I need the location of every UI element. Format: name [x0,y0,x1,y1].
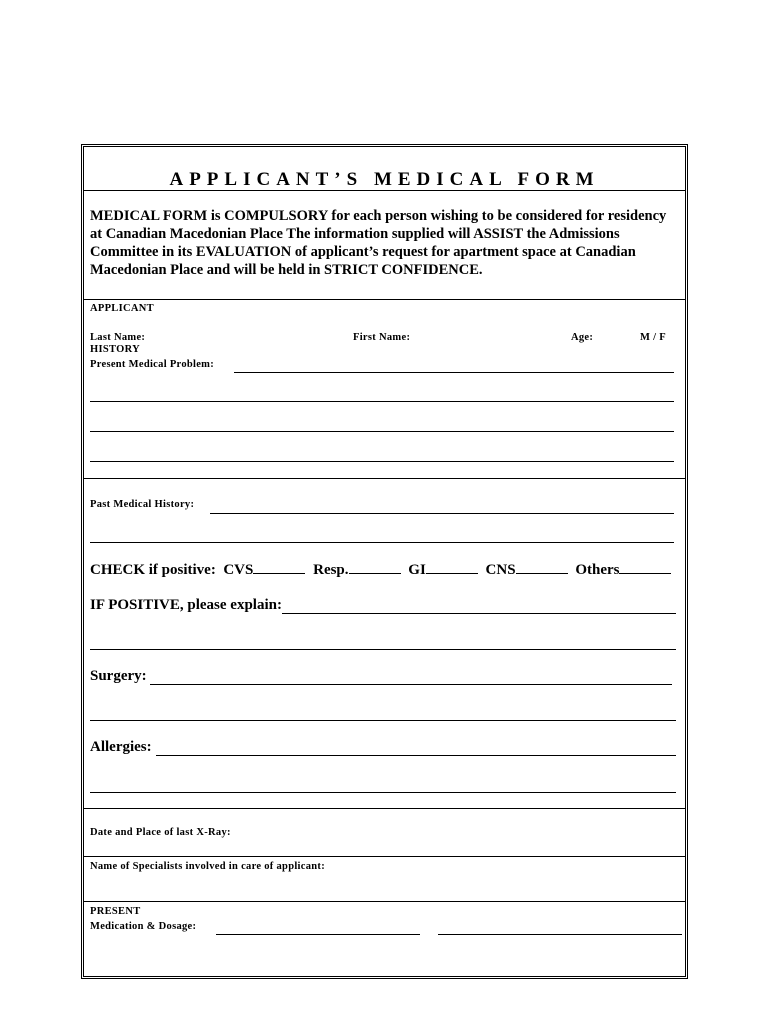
present-heading: PRESENT [90,906,141,917]
explain-line-2[interactable] [90,649,676,650]
title-section [84,147,685,191]
medication-line-3[interactable] [90,976,290,977]
specialists-label[interactable]: Name of Specialists involved in care of applicant: [90,861,326,872]
past-history-section [84,479,685,809]
age-label[interactable]: Age: [571,332,594,343]
check-cns[interactable]: CNS [486,561,572,579]
sex-label[interactable]: M / F [640,332,666,343]
past-history-line-2[interactable] [90,542,674,543]
xray-label[interactable]: Date and Place of last X-Ray: [90,827,231,838]
check-row [90,561,675,579]
present-problem-line[interactable] [234,372,674,373]
medication-line-2[interactable] [438,934,682,935]
past-history-label: Past Medical History: [90,499,195,510]
check-label: CHECK if positive: [90,562,216,578]
specialists-section [84,857,685,902]
surgery-label: Surgery: [90,668,147,684]
intro-text: MEDICAL FORM is COMPULSORY for each person wishing to be considered for residency at Canadian Macedonian Place The information supplied will ASSIST the Admissions Committee in its EVALUATION of applicant’s request for apartment space at Canadian Macedonian Place and will be held in STRICT CONFIDENCE. [90,208,667,278]
allergies-line[interactable] [156,755,676,756]
present-problem-line-4[interactable] [90,461,674,462]
surgery-line-2[interactable] [90,720,676,721]
medication-line-4[interactable] [304,976,494,977]
xray-section [84,809,685,857]
present-section [84,902,685,979]
surgery-line[interactable] [150,684,672,685]
last-name-label[interactable]: Last Name: [90,332,146,343]
check-cvs[interactable]: CVS [223,561,309,579]
form-title: APPLICANT’S MEDICAL FORM [169,169,600,190]
present-problem-label: Present Medical Problem: [90,359,215,370]
medication-line[interactable] [216,934,420,935]
medication-line-5[interactable] [504,976,682,977]
applicant-section [84,300,685,344]
applicant-heading: APPLICANT [90,303,154,314]
check-resp[interactable]: Resp. [313,561,404,579]
allergies-line-2[interactable] [90,792,676,793]
history-heading: HISTORY [90,344,140,355]
medical-form [81,144,688,979]
allergies-label: Allergies: [90,739,152,755]
intro-section [84,191,685,300]
medication-label: Medication & Dosage: [90,921,197,932]
explain-label: IF POSITIVE, please explain: [90,597,282,613]
history-section [84,344,685,479]
past-history-line[interactable] [210,513,674,514]
check-gi[interactable]: GI [408,561,482,579]
explain-line[interactable] [282,613,676,614]
first-name-label[interactable]: First Name: [353,332,411,343]
present-problem-line-3[interactable] [90,431,674,432]
present-problem-line-2[interactable] [90,401,674,402]
check-others[interactable]: Others [575,561,675,579]
